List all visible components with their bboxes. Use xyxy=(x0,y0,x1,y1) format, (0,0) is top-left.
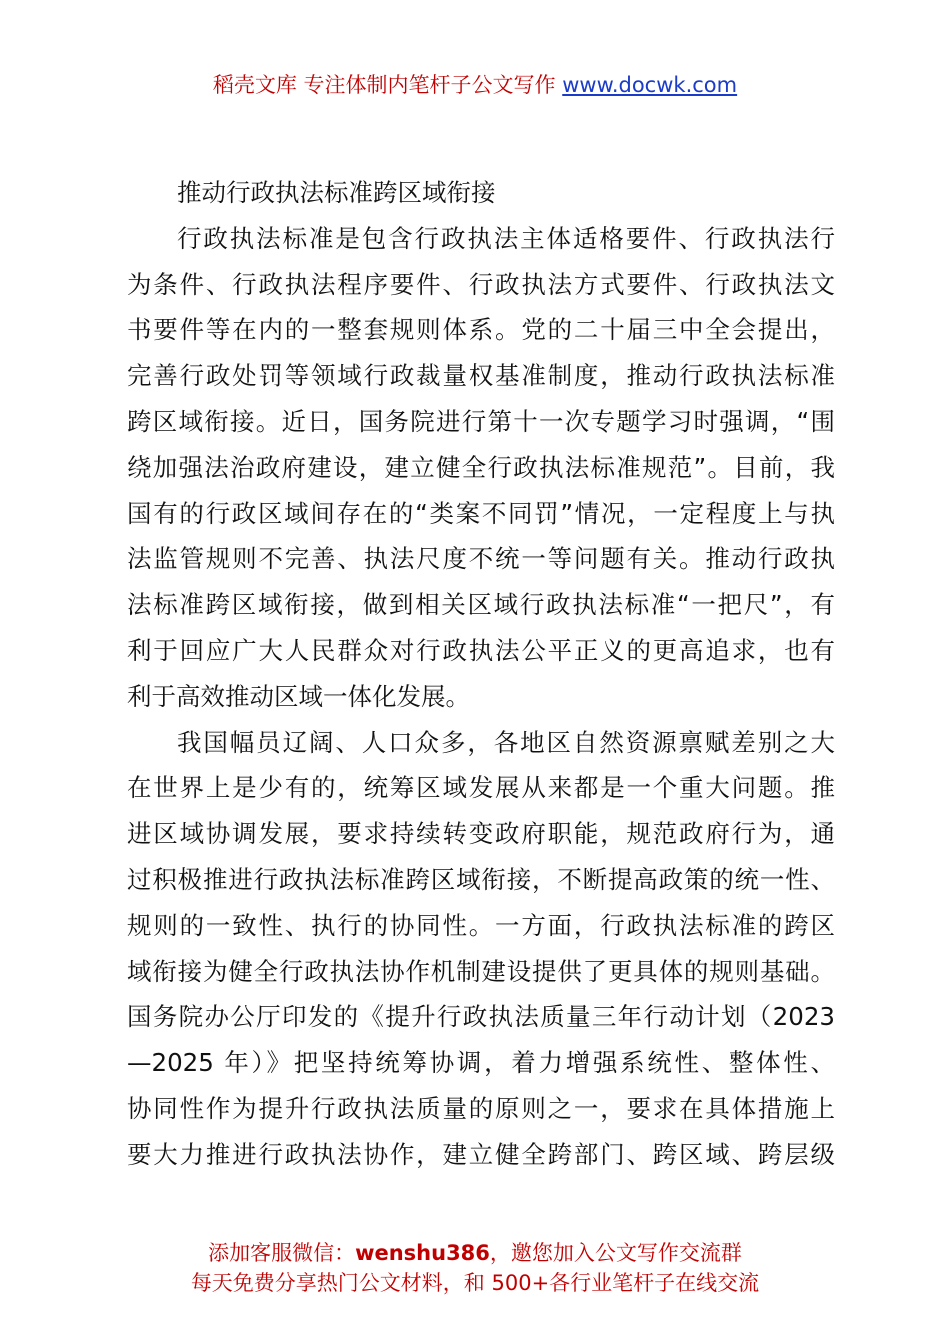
paragraph-line: 要大力推进行政执法协作，建立健全跨部门、跨区域、跨层级 xyxy=(127,1139,835,1169)
footer-share-line: 每天免费分享热门公文材料，和 500+各行业笔杆子在线交流 xyxy=(190,1271,760,1295)
paragraph-line: 法监管规则不完善、执法尺度不统一等问题有关。推动行政执 xyxy=(127,544,835,574)
paragraph-line: 完善行政处罚等领域行政裁量权基准制度，推动行政执法标准 xyxy=(127,361,835,391)
paragraph-line: 我国幅员辽阔、人口众多，各地区自然资源禀赋差别之大 xyxy=(177,727,835,757)
brand-slogan: 稻壳文库 专注体制内笔杆子公文写作 xyxy=(212,73,563,97)
paragraph-line: 规则的一致性、执行的协同性。一方面，行政执法标准的跨区 xyxy=(127,910,835,940)
paragraph-line: 利于高效推动区域一体化发展。 xyxy=(127,681,470,711)
page-footer xyxy=(0,1238,950,1298)
paragraph-line: 书要件等在内的一整套规则体系。党的二十届三中全会提出， xyxy=(127,315,835,345)
paragraph-line: 协同性作为提升行政执法质量的原则之一，要求在具体措施上 xyxy=(127,1093,835,1123)
page-header xyxy=(0,68,950,102)
footer-contact-suffix: ，邀您加入公文写作交流群 xyxy=(489,1241,742,1265)
paragraph-line: 跨区域衔接。近日，国务院进行第十一次专题学习时强调，“围 xyxy=(127,406,835,436)
paragraph-line: 法标准跨区域衔接，做到相关区域行政执法标准“一把尺”，有 xyxy=(127,590,835,620)
paragraph-line: 国务院办公厅印发的《提升行政执法质量三年行动计划（2023 xyxy=(127,1002,835,1032)
article-body xyxy=(127,170,835,1178)
paragraph-1 xyxy=(127,216,835,720)
paragraph-line: 进区域协调发展，要求持续转变政府职能，规范政府行为，通 xyxy=(127,819,835,849)
wechat-id: wenshu386 xyxy=(355,1241,490,1265)
footer-contact-line xyxy=(0,1238,950,1268)
paragraph-line: 利于回应广大人民群众对行政执法公平正义的更高追求，也有 xyxy=(127,635,835,665)
article-title: 推动行政执法标准跨区域衔接 xyxy=(177,178,496,207)
paragraph-2 xyxy=(127,720,835,1178)
paragraph-line: 为条件、行政执法程序要件、行政执法方式要件、行政执法文 xyxy=(127,269,835,299)
paragraph-line: 在世界上是少有的，统筹区域发展从来都是一个重大问题。推 xyxy=(127,773,835,803)
paragraph-line: 国有的行政区域间存在的“类案不同罚”情况，一定程度上与执 xyxy=(127,498,835,528)
paragraph-line: 行政执法标准是包含行政执法主体适格要件、行政执法行 xyxy=(177,223,835,253)
paragraph-line: 过积极推进行政执法标准跨区域衔接，不断提高政策的统一性、 xyxy=(127,864,835,894)
paragraph-line: —2025 年）》把坚持统筹协调，着力增强系统性、整体性、 xyxy=(127,1048,835,1078)
paragraph-line: 绕加强法治政府建设，建立健全行政执法标准规范”。目前，我 xyxy=(127,452,835,482)
footer-contact-prefix: 添加客服微信： xyxy=(208,1241,356,1265)
paragraph-line: 域衔接为健全行政执法协作机制建设提供了更具体的规则基础。 xyxy=(127,956,835,986)
site-link[interactable]: www.docwk.com xyxy=(562,73,738,97)
